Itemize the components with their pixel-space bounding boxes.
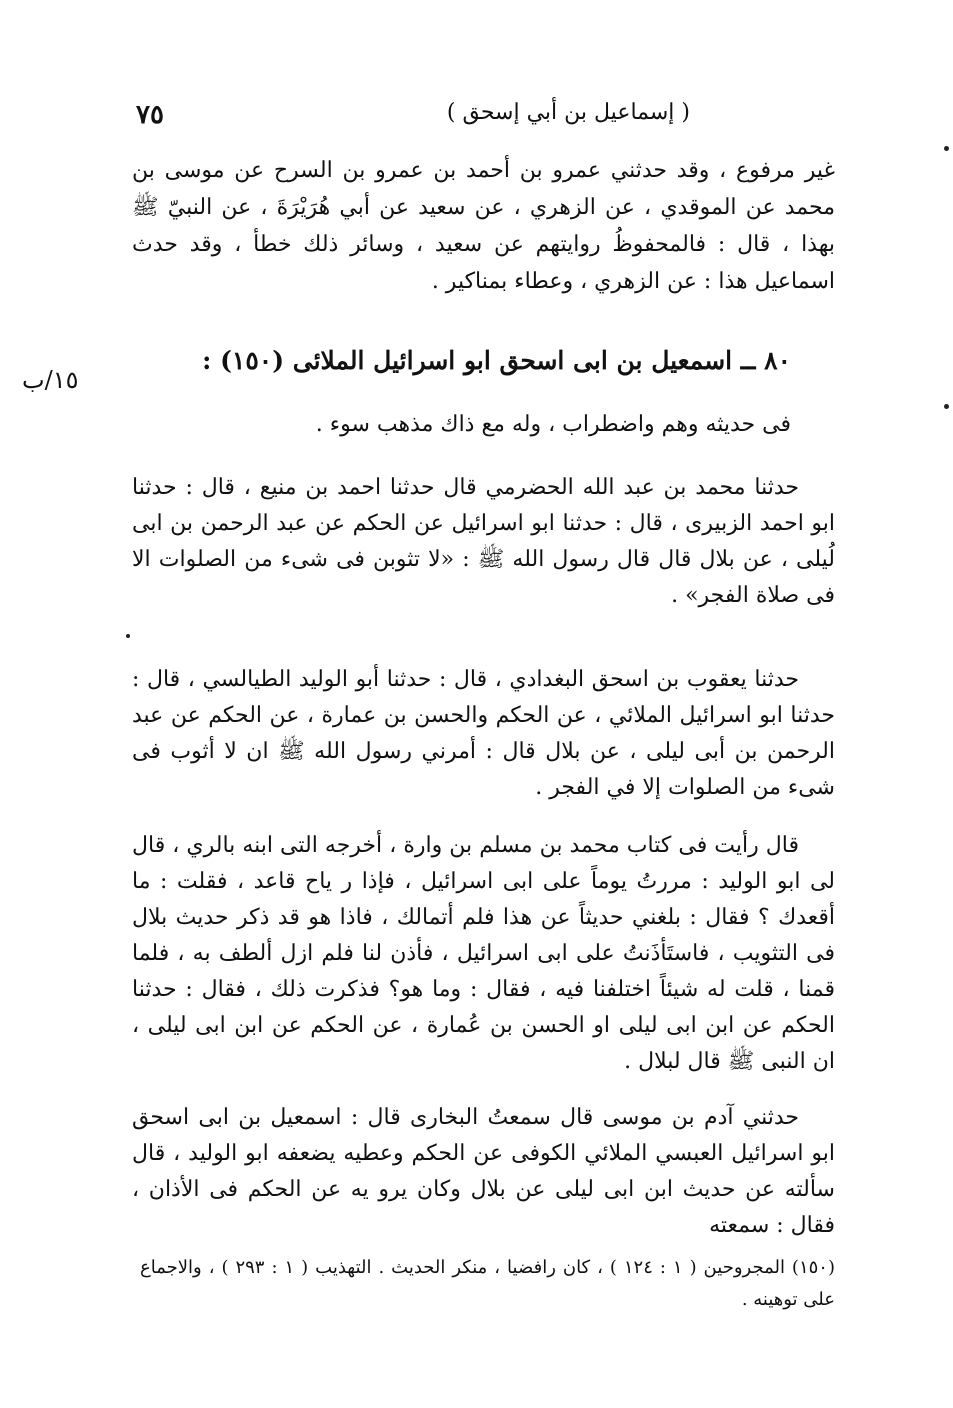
folio-marker: ١٥/ب	[22, 366, 79, 394]
page-number: ٧٥	[136, 100, 164, 130]
narration-paragraph: قال رأيت فى كتاب محمد بن مسلم بن وارة ، أخرجه التى ابنه بالري ، قال لى ابو الوليد : مررتُ يوماً على ابى اسرائيل ، فإذا ر ياح قاعد ، فقلت : ما أقعدك ؟ فقال : بلغني حديثاً عن هذا فلم أتمالك ، فاذا هو قد ذكر حديث بلال فى التثويب ، فاستَأذَنتُ على ابى اسرائيل ، فأذن لنا فلم ازل ألطف به ، فلما قمنا ، قلت له شيئاً اختلفنا فيه ، فقال : وما هو؟ فذكرت ذلك ، فقال : حدثنا الحكم عن ابن ابى ليلى او الحسن بن عُمارة ، عن الحكم عن ابن ابى ليلى ، ان النبى ﷺ قال لبلال .	[132, 833, 835, 1074]
scan-mark-dot	[126, 634, 130, 638]
page-header	[120, 100, 840, 140]
entry-heading: ٨٠ ــ اسمعيل بن ابى اسحق ابو اسرائيل الملائى (١٥٠) :	[202, 346, 791, 375]
hadith-paragraph: حدثنا يعقوب بن اسحق البغدادي ، قال : حدثنا أبو الوليد الطيالسي ، قال : حدثنا ابو اسرائيل الملائي ، عن الحكم والحسن بن عمارة ، عن الحكم عن عبد الرحمن بن أبى ليلى ، عن بلال قال : أمرني رسول الله ﷺ ان لا أثوب فى شىء من الصلوات إلا في الفجر .	[132, 667, 835, 800]
scan-mark-dot	[944, 146, 949, 151]
paragraph-continuation: غير مرفوع ، وقد حدثني عمرو بن أحمد بن عمرو بن السرح عن موسى بن محمد عن الموقدي ، عن الزهري ، عن سعيد عن أبي هُرَيْرَةَ ، عن النبيّ ﷺ بهذا ، قال : فالمحفوظُ روايتهم عن سعيد ، وسائر ذلك خطأ ، وقد حدث اسماعيل هذا : عن الزهري ، وعطاء بمناكير .	[132, 158, 835, 294]
footnote: (١٥٠) المجروحين ( ١ : ١٢٤ ) ، كان رافضيا ، منكر الحديث . التهذيب ( ١ : ٢٩٣ ) ، والاجماع على توهينه .	[140, 1257, 835, 1310]
hadith-paragraph: حدثنا محمد بن عبد الله الحضرمي قال حدثنا احمد بن منيع ، قال : حدثنا ابو احمد الزبيرى ، قال : حدثنا ابو اسرائيل عن الحكم عن عبد الرحمن بن ابى لُيلى ، عن بلال قال قال رسول الله ﷺ : «لا تثوبن فى شىء من الصلوات الا فى صلاة الفجر» .	[132, 475, 835, 608]
narration-paragraph: حدثني آدم بن موسى قال سمعتُ البخارى قال : اسمعيل بن ابى اسحق ابو اسرائيل العبسي الملائي الكوفى عن الحكم وعطيه يضعفه ابو الوليد ، قال سألته عن حديث ابن ابى ليلى عن بلال وكان يرو يه عن الحكم فى الأذان ، فقال : سمعته	[132, 1105, 835, 1238]
scan-mark-dot	[944, 404, 949, 409]
running-title: ( إسماعيل بن أبي إسحق )	[446, 100, 690, 125]
entry-summary: فى حديثه وهم واضطراب ، وله مع ذاك مذهب سوء .	[315, 412, 791, 437]
